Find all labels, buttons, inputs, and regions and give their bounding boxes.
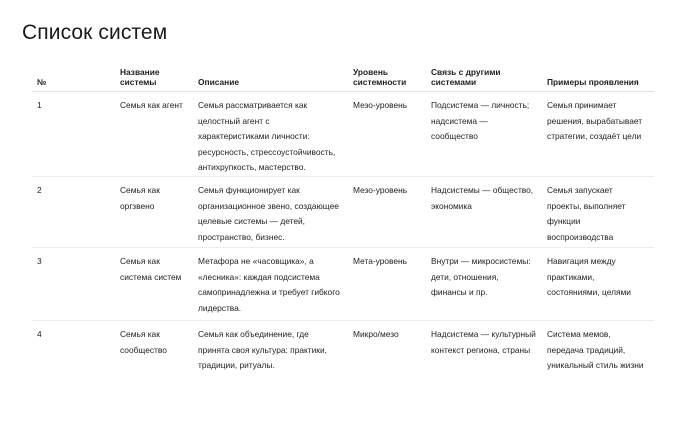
- cell-examples: Навигация между практиками, состояниями, целями: [542, 247, 654, 320]
- table-header: [32, 64, 654, 92]
- table-row: [32, 176, 654, 247]
- cell-name: Семья как оргзвено: [115, 176, 193, 247]
- cell-name: Семья как система систем: [115, 247, 193, 320]
- cell-level: Микро/мезо: [353, 328, 399, 339]
- cell-links: Внутри — микросистемы: дети, отношения, финансы и пр.: [426, 247, 542, 320]
- cell-links: Надсистема — культурный контекст региона, страны: [431, 328, 536, 355]
- table-row: [32, 247, 654, 320]
- header-row: [32, 64, 654, 92]
- table-row: [32, 320, 654, 389]
- cell-level: Мезо-уровень: [348, 92, 426, 177]
- cell-num: 4: [37, 328, 42, 339]
- cell-level: Мезо-уровень: [348, 176, 426, 247]
- cell-description: Семья рассматривается как целостный агент с характеристиками личности: ресурсность, стрессоустойчивость, антихрупкость, мастерство.: [193, 92, 348, 177]
- header-num: №: [32, 64, 115, 92]
- cell-description: Семья функционирует как организационное звено, создающее целевые системы — детей, пространство, бизнес.: [193, 176, 348, 247]
- header-level: Уровень системности: [348, 64, 426, 92]
- header-examples: Примеры проявления: [542, 64, 654, 92]
- cell-examples: Семья принимает решения, вырабатывает стратегии, создаёт цели: [542, 92, 654, 177]
- table-body: [32, 92, 654, 389]
- cell-num: 3: [32, 247, 115, 320]
- header-links: Связь с другими системами: [426, 64, 542, 92]
- cell-num: 2: [32, 176, 115, 247]
- cell-links: Подсистема — личность; надсистема — сообщество: [426, 92, 542, 177]
- table-row: [32, 92, 654, 177]
- header-description: Описание: [193, 64, 348, 92]
- cell-examples: Семья запускает проекты, выполняет функции воспроизводства: [542, 176, 654, 247]
- page-title: Список систем: [22, 21, 168, 44]
- cell-level: Мета-уровень: [348, 247, 426, 320]
- cell-links: Надсистемы — общество, экономика: [426, 176, 542, 247]
- cell-description: Метафора не «часовщика», а «лесника»: каждая подсистема самопринадлежна и требует гибкого лидерства.: [193, 247, 348, 320]
- systems-table: [32, 64, 654, 389]
- cell-num: 1: [32, 92, 115, 177]
- cell-name: Семья как агент: [115, 92, 193, 177]
- cell-examples: Система мемов, передача традиций, уникальный стиль жизни: [547, 328, 644, 371]
- header-name: Название системы: [115, 64, 193, 92]
- cell-description: Семья как объединение, где принята своя культура: практики, традиции, ритуалы.: [198, 328, 327, 371]
- cell-name: Семья как сообщество: [120, 328, 167, 355]
